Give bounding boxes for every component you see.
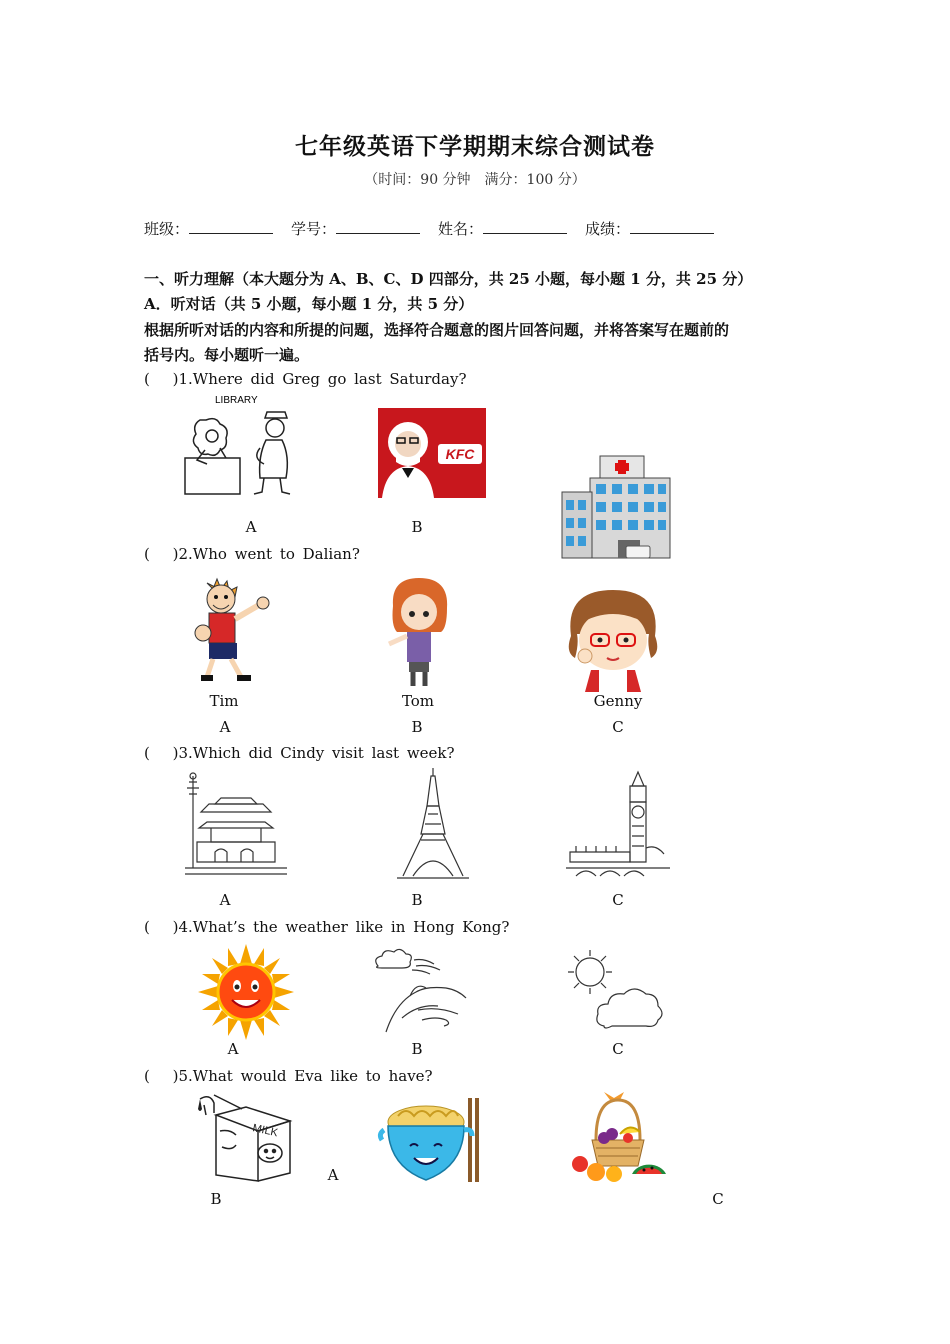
library-picture (180, 392, 305, 500)
question-5: ( )5.What would Eva like to have? (144, 1067, 433, 1085)
page-title: 七年级英语下学期期末综合测试卷 (295, 133, 655, 160)
q4-option-b-label: B (411, 1040, 423, 1058)
tiananmen-picture (185, 770, 287, 876)
student-id-field: 学号： (291, 218, 420, 239)
milk-carton-picture (196, 1091, 296, 1183)
fruit-basket-picture (570, 1090, 666, 1184)
hospital-picture (560, 452, 672, 560)
q2-option-c-label: C (612, 718, 624, 736)
q1-option-b-label: B (411, 518, 423, 536)
question-3: ( )3.Which did Cindy visit last week? (144, 744, 455, 762)
big-ben-picture (566, 772, 670, 878)
boy-tim-picture (195, 575, 275, 685)
q2-option-b-label: B (411, 718, 423, 736)
q2-name-tim: Tim (209, 692, 239, 710)
library-sign: LIBRARY (215, 395, 258, 406)
q2-name-genny: Genny (593, 692, 643, 710)
question-1: ( )1.Where did Greg go last Saturday? (144, 370, 467, 388)
class-blank[interactable] (189, 221, 273, 234)
noodle-bowl-picture (380, 1096, 482, 1184)
kfc-logo-text: KFC (445, 446, 475, 462)
eiffel-tower-picture (397, 768, 469, 880)
q4-option-a-label: A (227, 1040, 239, 1058)
q1-option-a-label: A (245, 518, 257, 536)
q2-name-tom: Tom (401, 692, 435, 710)
girl-tom-picture (383, 576, 455, 690)
section-heading: 一、听力理解（本大题分为 A、B、C、D 四部分，共 25 小题，每小题 1 分，共 25 分） (144, 270, 753, 288)
class-field: 班级： (144, 218, 273, 239)
exam-subtitle: （时间：90 分钟 满分：100 分） (364, 172, 586, 188)
q2-option-a-label: A (219, 718, 231, 736)
partly-cloudy-icon (566, 948, 664, 1038)
student-id-blank[interactable] (336, 221, 420, 234)
q5-option-b-label: B (210, 1190, 222, 1208)
instruction-line-1: 根据所听对话的内容和所提的问题，选择符合题意的图片回答问题，并将答案写在题前的 (144, 321, 730, 339)
question-2: ( )2.Who went to Dalian? (144, 545, 360, 563)
q3-option-c-label: C (612, 891, 624, 909)
q4-option-c-label: C (612, 1040, 624, 1058)
kfc-picture (378, 408, 486, 498)
part-a-heading: A．听对话（共 5 小题，每小题 1 分，共 5 分） (144, 295, 474, 313)
name-blank[interactable] (483, 221, 567, 234)
question-4: ( )4.What’s the weather like in Hong Kong? (144, 918, 510, 936)
q5-option-c-label: C (712, 1190, 724, 1208)
windy-icon (372, 948, 472, 1036)
q3-option-a-label: A (219, 891, 231, 909)
student-info-row (144, 218, 714, 239)
instruction-line-2: 括号内。每小题听一遍。 (144, 346, 310, 364)
score-field: 成绩： (585, 218, 714, 239)
q5-option-a-label: A (327, 1166, 339, 1184)
milk-label: MILK (251, 1122, 279, 1140)
q3-option-b-label: B (411, 891, 423, 909)
sunny-icon (198, 944, 294, 1040)
score-blank[interactable] (630, 221, 714, 234)
name-field: 姓名： (438, 218, 567, 239)
girl-genny-picture (563, 584, 663, 692)
